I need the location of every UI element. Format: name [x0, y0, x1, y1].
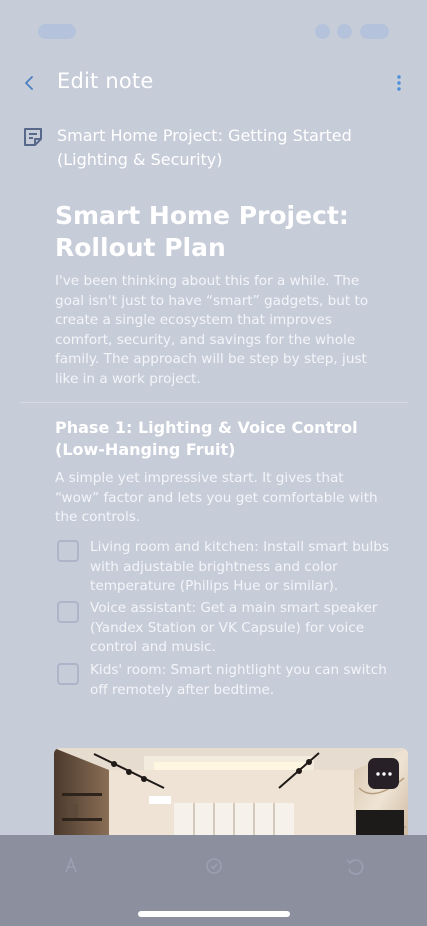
checklist-button[interactable]	[197, 849, 231, 883]
task-checkbox[interactable]	[57, 540, 79, 562]
phase-paragraph[interactable]: A simple yet impressive start. It gives that “wow” factor and lets you get comfortable with the controls.	[55, 470, 378, 525]
task-text[interactable]: Kids' room: Smart nightlight you can switch off remotely after bedtime.	[90, 662, 387, 698]
note-intro-paragraph[interactable]: I've been thinking about this for a while. The goal isn't just to have “smart” gadgets, but to create a single ecosystem that improves comfort, security, and savings for the whole family. The approach will be step by step, just like in a work project.	[55, 273, 369, 387]
app-header	[0, 60, 427, 106]
checklist-icon	[204, 856, 224, 876]
text-format-icon	[61, 856, 81, 876]
home-indicator[interactable]	[138, 911, 290, 917]
task-text[interactable]: Living room and kitchen: Install smart bulbs with adjustable brightness and color temperature (Philips Hue or similar).	[90, 539, 389, 594]
undo-button[interactable]	[338, 849, 372, 883]
undo-icon	[344, 855, 366, 877]
more-options-button[interactable]	[387, 68, 411, 98]
text-format-button[interactable]	[54, 849, 88, 883]
task-checkbox[interactable]	[57, 663, 79, 685]
section-divider	[20, 402, 408, 403]
status-battery-placeholder	[360, 24, 389, 39]
note-icon	[22, 126, 44, 152]
note-title[interactable]: Smart Home Project: Rollout Plan	[55, 201, 349, 262]
page-title: Edit note	[57, 69, 154, 93]
arrow-left-icon	[23, 75, 35, 91]
status-time-placeholder	[38, 24, 76, 39]
status-wifi-placeholder	[337, 24, 352, 39]
back-button[interactable]	[16, 68, 42, 98]
linked-note-title: Smart Home Project: Getting Started (Lighting & Security)	[57, 126, 352, 169]
status-signal-placeholder	[315, 24, 330, 39]
room-photo[interactable]	[54, 748, 408, 848]
room-photo-image	[54, 748, 408, 848]
task-text[interactable]: Voice assistant: Get a main smart speaker (Yandex Station or VK Capsule) for voice control and music.	[90, 600, 378, 655]
status-bar	[0, 0, 427, 60]
more-horizontal-icon	[376, 772, 392, 776]
task-checkbox[interactable]	[57, 601, 79, 623]
more-vertical-icon	[397, 75, 401, 91]
image-options-button[interactable]	[368, 758, 399, 789]
phase-heading[interactable]: Phase 1: Lighting & Voice Control (Low-Hanging Fruit)	[55, 418, 358, 459]
